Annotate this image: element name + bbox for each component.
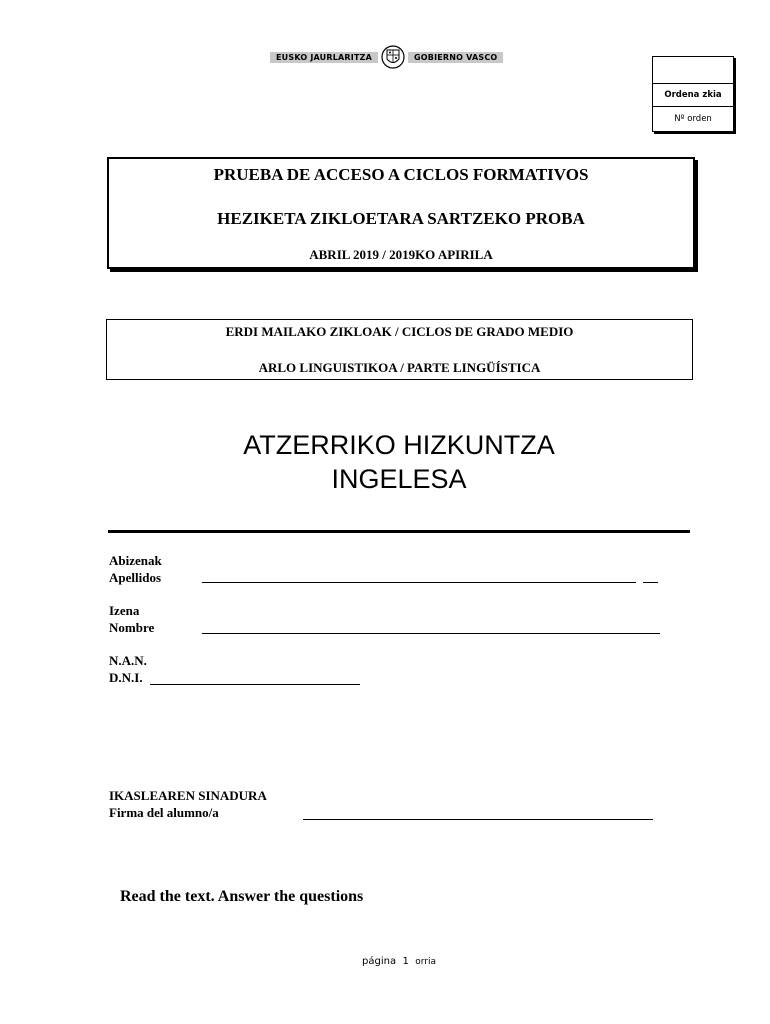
exam-part: ARLO LINGUISTIKOA / PARTE LINGÜÍSTICA xyxy=(258,360,541,375)
page-number: 1 xyxy=(402,956,409,967)
name-label-basque: Izena xyxy=(109,603,140,618)
order-number-box xyxy=(652,56,734,132)
id-field[interactable] xyxy=(150,684,360,685)
name-label-spanish: Nombre xyxy=(109,620,155,635)
coat-of-arms-icon xyxy=(380,45,406,69)
exam-title-spanish: PRUEBA DE ACCESO A CICLOS FORMATIVOS xyxy=(213,165,589,184)
section-divider xyxy=(108,530,690,533)
exam-title-basque: HEZIKETA ZIKLOETARA SARTZEKO PROBA xyxy=(217,209,585,228)
subject-language: INGELESA xyxy=(331,464,467,494)
page-suffix: orria xyxy=(415,957,436,967)
exam-title-box xyxy=(107,157,695,269)
surname-label-basque: Abizenak xyxy=(109,553,162,568)
order-number-field[interactable] xyxy=(653,57,733,84)
surname-label-spanish: Apellidos xyxy=(109,570,162,585)
exam-date: ABRIL 2019 / 2019KO APIRILA xyxy=(309,247,493,262)
government-logo xyxy=(270,50,526,64)
exam-level-box xyxy=(106,319,693,380)
subject-title: ATZERRIKO HIZKUNTZA xyxy=(243,430,555,460)
instruction-text: Read the text. Answer the questions xyxy=(120,888,364,905)
page-footer xyxy=(0,956,770,967)
id-label-spanish: D.N.I. xyxy=(109,670,143,685)
name-field[interactable] xyxy=(202,633,660,634)
surname-field[interactable] xyxy=(202,582,636,583)
page-word: página xyxy=(362,956,397,967)
logo-text-basque: EUSKO JAURLARITZA xyxy=(270,52,378,63)
logo-text-spanish: GOBIERNO VASCO xyxy=(408,52,503,63)
signature-field[interactable] xyxy=(303,819,653,820)
surname-field-extension xyxy=(643,582,658,583)
signature-label-basque: IKASLEAREN SINADURA xyxy=(109,788,267,803)
order-label-spanish: Nº orden xyxy=(674,114,712,124)
exam-level: ERDI MAILAKO ZIKLOAK / CICLOS DE GRADO MEDIO xyxy=(225,324,574,339)
id-label-basque: N.A.N. xyxy=(109,653,147,668)
signature-label-spanish: Firma del alumno/a xyxy=(109,805,219,820)
order-label-basque: Ordena zkia xyxy=(653,84,733,107)
